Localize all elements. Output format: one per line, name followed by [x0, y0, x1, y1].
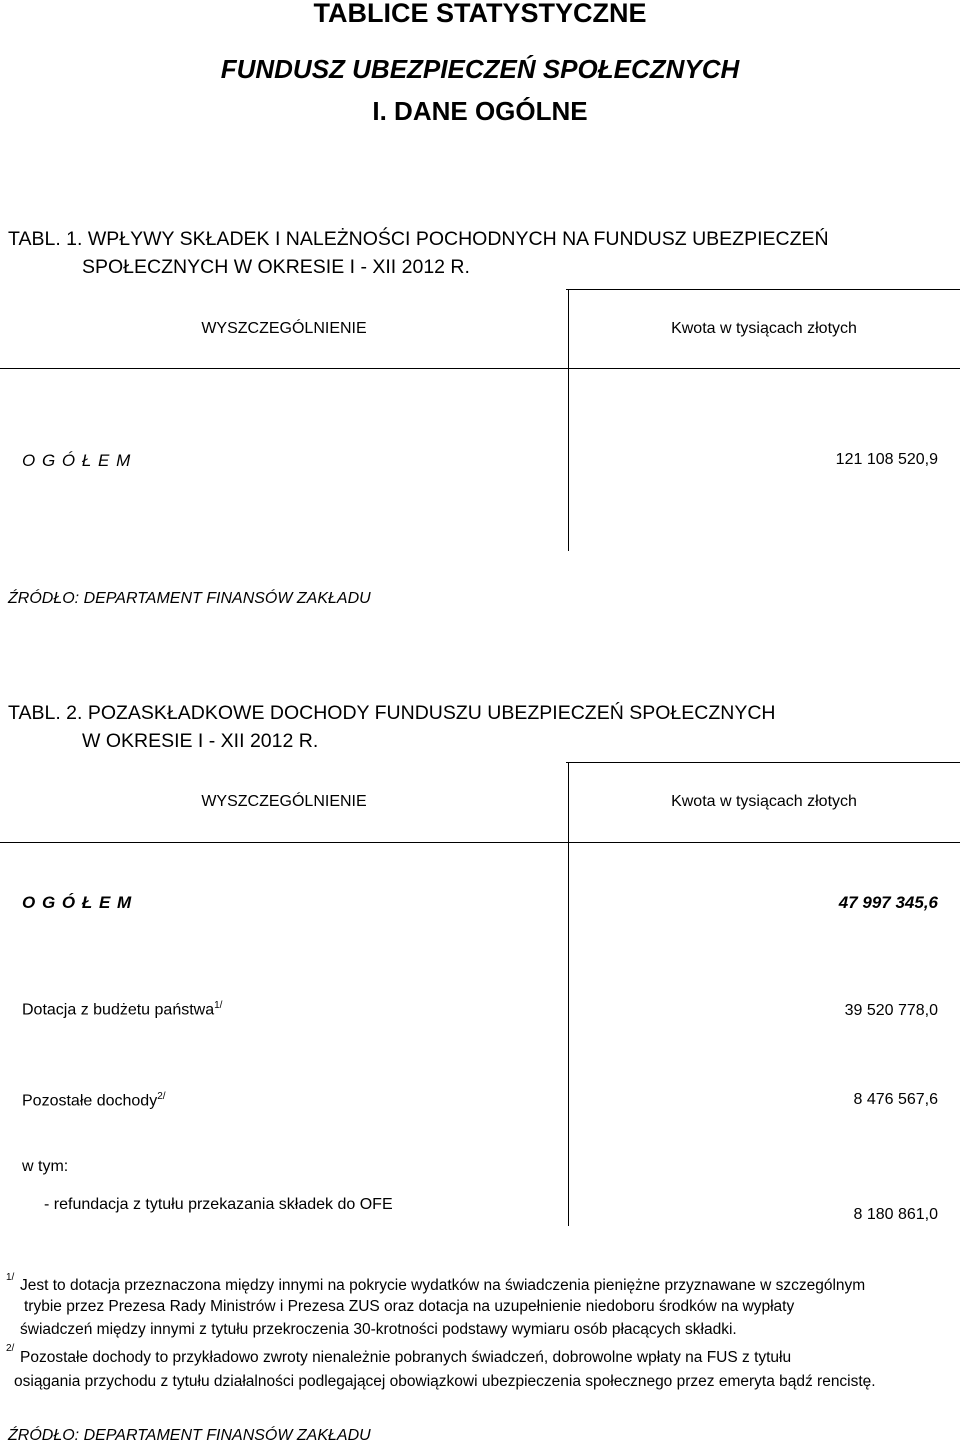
table1-col-value: Kwota w tysiącach złotych: [671, 320, 857, 337]
table2-col-label: WYSZCZEGÓLNIENIE: [201, 793, 367, 810]
pozostale-footnote-ref: 2/: [157, 1091, 166, 1102]
footnote2-line1: Pozostałe dochody to przykładowo zwroty nienależnie pobranych świadczeń, dobrowolne wpłaty na FUS z tytułu: [20, 1349, 792, 1366]
footnote2-marker: 2/: [6, 1343, 15, 1354]
table2-row-pozostale: [22, 1091, 166, 1110]
table2-col-value: Kwota w tysiącach złotych: [671, 793, 857, 810]
wtym-label: w tym:: [22, 1158, 69, 1175]
table2-title-line2: W OKRESIE I - XII 2012 R.: [82, 730, 319, 752]
table1-header-separator: [0, 368, 960, 369]
table1-title-line1: TABL. 1. WPŁYWY SKŁADEK I NALEŻNOŚCI POCHODNYCH NA FUNDUSZ UBEZPIECZEŃ: [8, 228, 829, 250]
footnote1-line3: świadczeń między innymi z tytułu przekroczenia 30-krotności podstawy wymiaru osób płacących składki.: [20, 1321, 737, 1338]
footnote2-line2: osiągania przychodu z tytułu działalności podlegającej obowiązkowi ubezpieczenia społecznego przez emeryta bądź rencistę.: [14, 1373, 876, 1390]
table2-row-dotacja: [22, 1000, 222, 1019]
section-title: I. DANE OGÓLNE: [372, 96, 588, 126]
footnote1-line1: Jest to dotacja przeznaczona między innymi na pokrycie wydatków na świadczenia pieniężne przyznawane w szczególnym: [20, 1277, 866, 1294]
table2-total-value: 47 997 345,6: [838, 893, 938, 912]
table1-col-label: WYSZCZEGÓLNIENIE: [201, 320, 367, 337]
pozostale-value: 8 476 567,6: [853, 1091, 938, 1108]
table2-total-label: O G Ó Ł E M: [22, 893, 133, 912]
table1-source: ŹRÓDŁO: DEPARTAMENT FINANSÓW ZAKŁADU: [8, 590, 371, 607]
dotacja-value: 39 520 778,0: [844, 1002, 938, 1019]
pozostale-label: Pozostałe dochody: [22, 1092, 158, 1110]
table1-total-label: O G Ó Ł E M: [22, 451, 132, 470]
refundacja-value: 8 180 861,0: [853, 1206, 938, 1223]
page-title: TABLICE STATYSTYCZNE: [313, 0, 647, 28]
table1-total-value: 121 108 520,9: [835, 451, 938, 468]
dotacja-label: Dotacja z budżetu państwa: [22, 1001, 215, 1019]
footnote1-marker: 1/: [6, 1272, 15, 1283]
table2-column-divider: [568, 762, 569, 1226]
table2-header-separator: [0, 842, 960, 843]
table2-source: ŹRÓDŁO: DEPARTAMENT FINANSÓW ZAKŁADU: [8, 1427, 371, 1444]
table1-top-border: [566, 289, 960, 290]
footnote1-line2: trybie przez Prezesa Rady Ministrów i Prezesa ZUS oraz dotacja na uzupełnienie niedoboru środków na wypłaty: [24, 1298, 795, 1315]
table2-title-line1: TABL. 2. POZASKŁADKOWE DOCHODY FUNDUSZU UBEZPIECZEŃ SPOŁECZNYCH: [8, 702, 776, 724]
table1-title-line2: SPOŁECZNYCH W OKRESIE I - XII 2012 R.: [82, 256, 470, 278]
fund-subtitle: FUNDUSZ UBEZPIECZEŃ SPOŁECZNYCH: [220, 54, 740, 84]
dotacja-footnote-ref: 1/: [214, 1000, 223, 1011]
refundacja-label: - refundacja z tytułu przekazania składek do OFE: [44, 1196, 393, 1213]
table2-top-border: [566, 762, 960, 763]
